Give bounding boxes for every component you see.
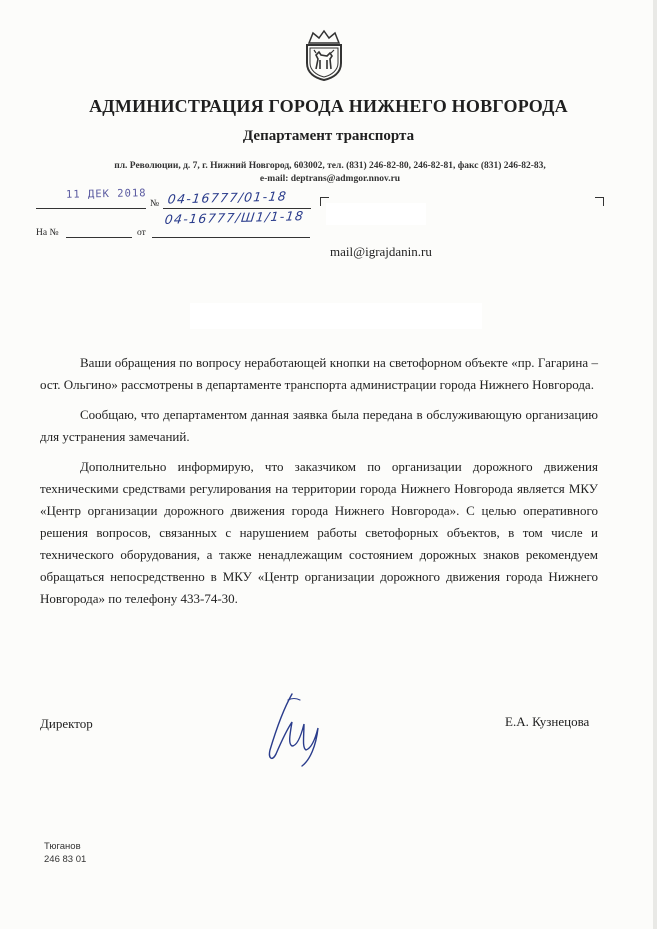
- ref-number-line: [66, 237, 132, 238]
- body-paragraph: Сообщаю, что департаментом данная заявка была передана в обслуживающую организацию для устранения замечаний.: [40, 407, 598, 444]
- date-line: [36, 208, 146, 209]
- ref-date-line: [152, 237, 310, 238]
- body-paragraph: Дополнительно информирую, что заказчиком по организации дорожного движения техническими средствами регулирования на территории города Нижнего Новгорода является МКУ «Центр организации дорожного движения города Нижнего Новгорода». С целью оперативного решения вопросов, связанных с нарушением работы светофорных объектов, в том числе и технического оборудования, а также ненадлежащим состоянием дорожных знаков рекомендуем обращаться непосредственно в МКУ «Центр организации дорожного движения города Нижнего Новгорода» по телефону 433-74-30.: [40, 459, 598, 606]
- department-title: Департамент транспорта: [242, 128, 415, 144]
- address-line: пл. Революции, д. 7, г. Нижний Новгород, 603002, тел. (831) 246-82-80, 246-82-81, факс (831) 246-82-83,: [114, 161, 546, 171]
- handwritten-signature: [262, 688, 328, 768]
- date-stamp: 11 ДЕК 2018: [65, 187, 147, 201]
- signatory-role: Директор: [40, 716, 93, 731]
- redacted-salutation: [190, 303, 482, 329]
- number-label: №: [150, 199, 160, 209]
- redacted-recipient: [326, 203, 426, 225]
- address-block: [70, 160, 590, 186]
- executor-phone: 246 83 01: [44, 854, 87, 865]
- coat-of-arms-icon: [303, 29, 345, 81]
- ref-from-label: от: [137, 228, 146, 238]
- executor-name: Тюганов: [44, 841, 81, 852]
- signatory-name: Е.А. Кузнецова: [505, 714, 590, 729]
- address-corner-right: [595, 197, 604, 206]
- ref-label: На №: [36, 228, 59, 238]
- letter-body: [40, 352, 598, 618]
- executor-block: [44, 840, 86, 866]
- handwritten-number-2: 04-16777/Ш1/1-18: [163, 208, 306, 227]
- body-paragraph: Ваши обращения по вопросу неработающей кнопки на светофорном объекте «пр. Гагарина – ост. Ольгино» рассмотрены в департаменте транспорта администрации города Нижнего Новгорода.: [40, 355, 598, 392]
- recipient-email: mail@igrajdanin.ru: [330, 244, 432, 259]
- handwritten-number-1: 04-16777/01-18: [166, 188, 288, 207]
- organization-title: АДМИНИСТРАЦИЯ ГОРОДА НИЖНЕГО НОВГОРОДА: [89, 96, 568, 116]
- email-line: e-mail: deptrans@admgor.nnov.ru: [259, 174, 401, 184]
